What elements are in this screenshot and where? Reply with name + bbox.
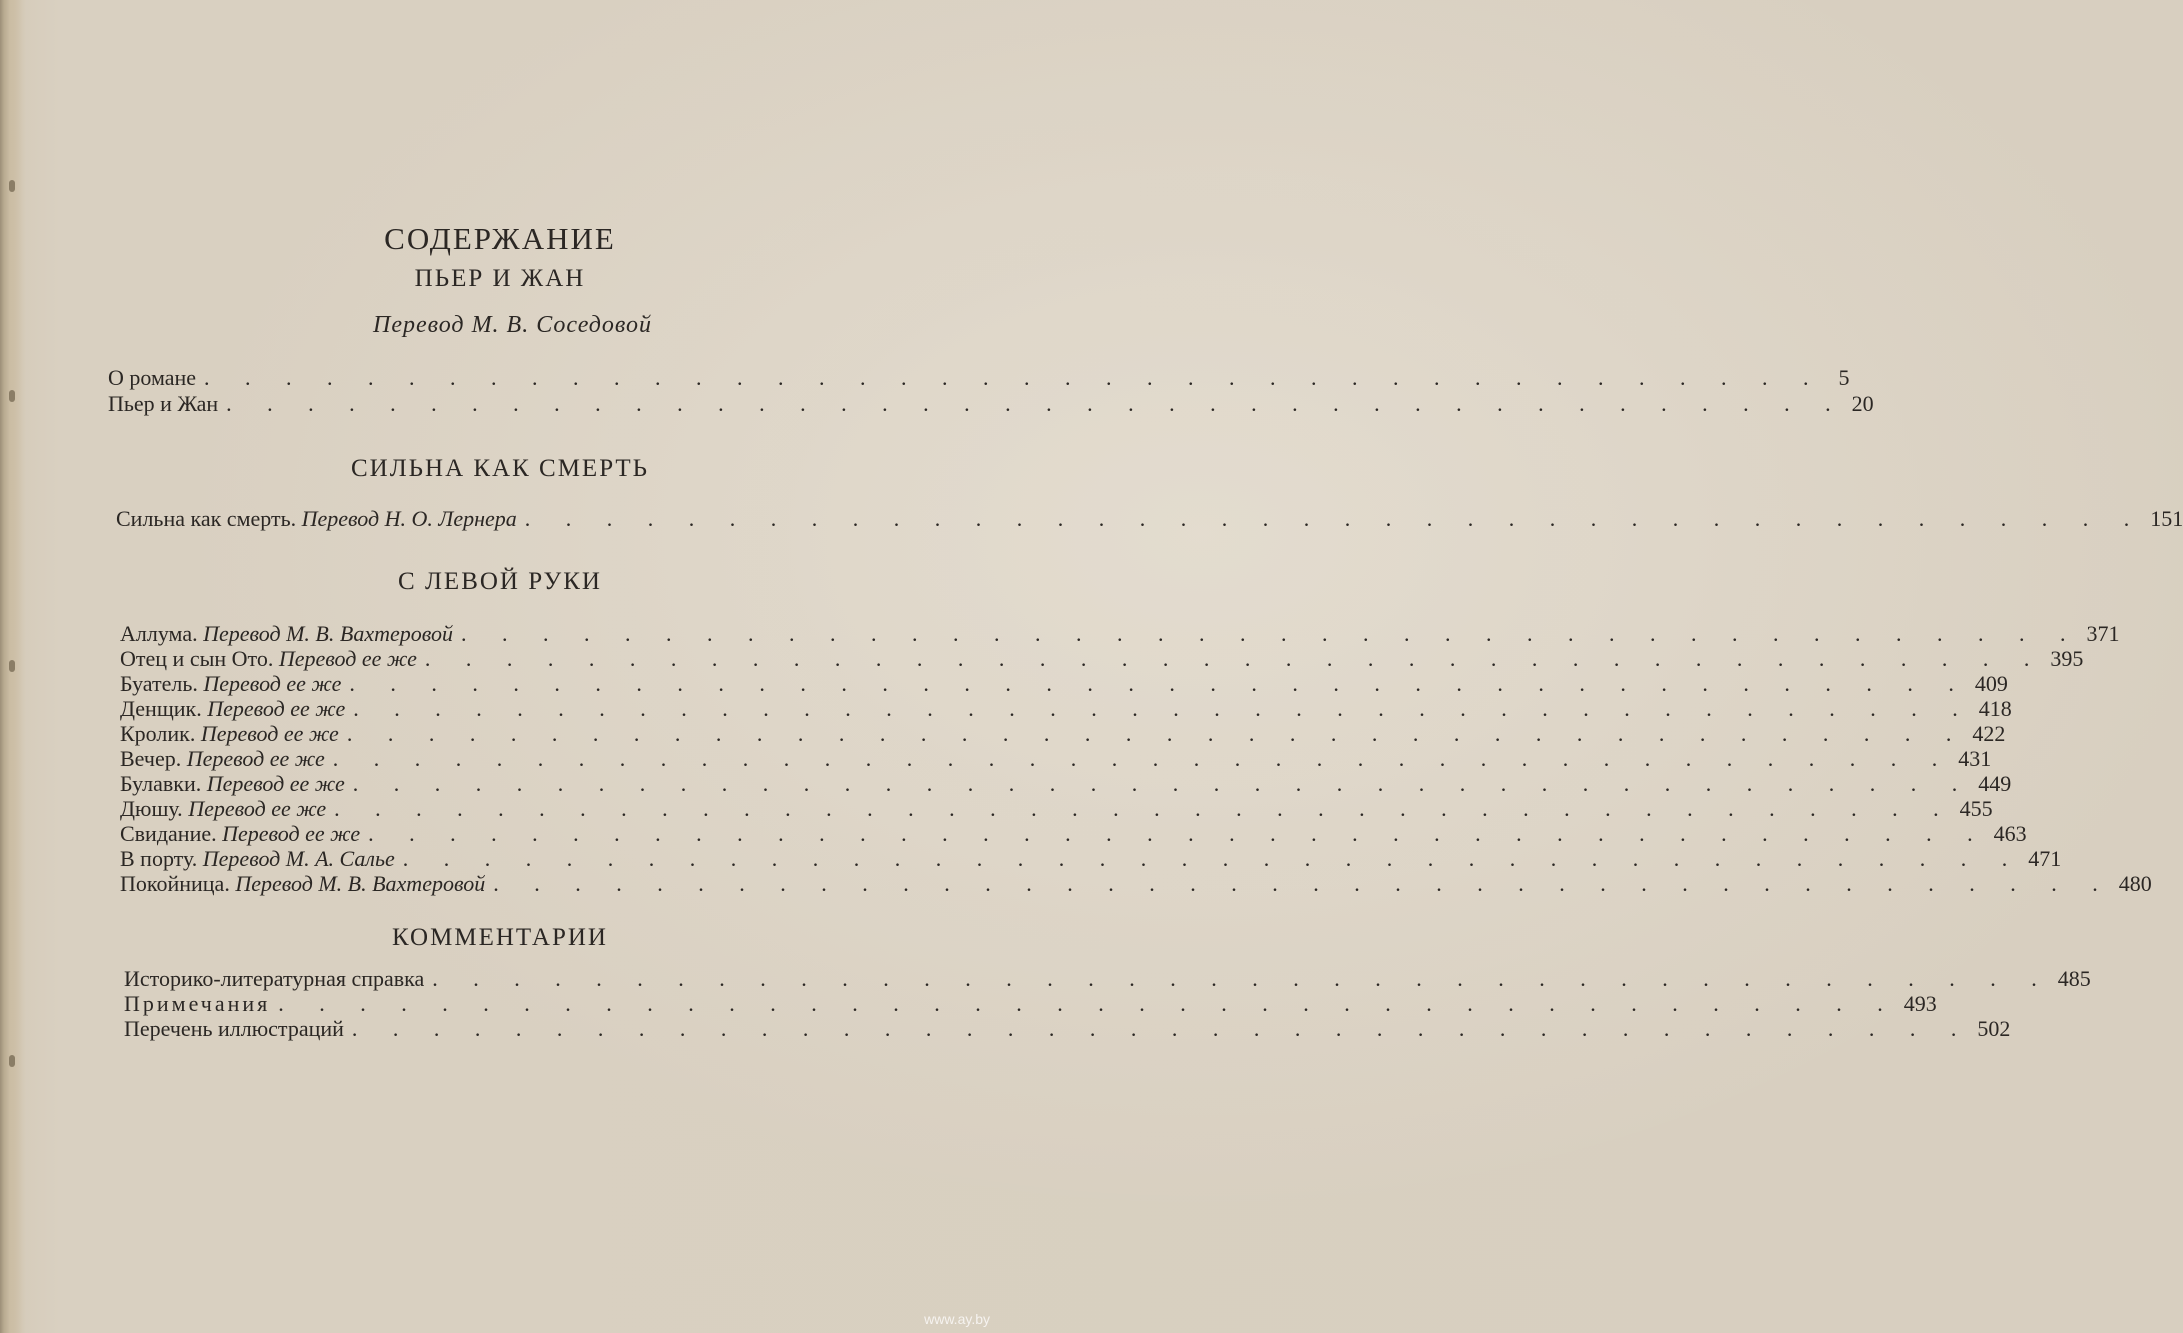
toc-entry[interactable] xyxy=(120,871,2152,897)
watermark: www.ay.by xyxy=(924,1311,990,1327)
entry-page: 471 xyxy=(2028,846,2062,871)
entry-title: Покойница. Перевод М. В. Вахтеровой xyxy=(120,871,486,896)
dot-leader: . . . . . . . . . . . . . . . . . . . . . . . . . . . . . . . . . . . . . . . . xyxy=(349,671,1969,696)
entry-title: Вечер. Перевод ее же xyxy=(120,746,325,771)
toc-entry[interactable] xyxy=(124,991,1937,1017)
dot-leader: . . . . . . . . . . . . . . . . . . . . . . . . . . . . . . . . . . . . . . . . xyxy=(493,871,2113,896)
entry-title: Отец и сын Ото. Перевод ее же xyxy=(120,646,417,671)
binding-stitch xyxy=(9,1055,15,1067)
dot-leader: . . . . . . . . . . . . . . . . . . . . . . . . . . . . . . . . . . . . . . . . xyxy=(353,696,1973,721)
contents-heading: СОДЕРЖАНИЕ xyxy=(384,220,616,256)
binding-stitch xyxy=(9,660,15,672)
dot-leader: . . . . . . . . . . . . . . . . . . . . . . . . . . . . . . . . . . . . . . . . xyxy=(432,966,2052,991)
entry-translator: Перевод М. В. Вахтеровой xyxy=(235,871,486,896)
entry-title: Булавки. Перевод ее же xyxy=(120,771,345,796)
dot-leader: . . . . . . . . . . . . . . . . . . . . . . . . . . . . . . . . . . . . . . . . xyxy=(351,1016,1972,1041)
section-title-strong-as-death: СИЛЬНА КАК СМЕРТЬ xyxy=(350,455,650,482)
entry-translator: Перевод М. В. Вахтеровой xyxy=(203,621,453,646)
entry-title: Примечания xyxy=(124,991,271,1016)
entry-translator: Перевод ее же xyxy=(278,646,417,671)
entry-translator: Перевод ее же xyxy=(200,721,339,746)
toc-entry[interactable] xyxy=(124,1016,2011,1042)
toc-entry[interactable] xyxy=(108,365,1850,391)
entry-title: Сильна как смерть. Перевод Н. О. Лернера xyxy=(116,506,517,531)
toc-entry[interactable] xyxy=(120,696,2012,722)
entry-title: Аллума. Перевод М. В. Вахтеровой xyxy=(120,621,453,646)
dot-leader: . . . . . . . . . . . . . . . . . . . . . . . . . . . . . . . . . . . . . . . . xyxy=(368,821,1988,846)
entry-translator: Перевод ее же xyxy=(203,671,342,696)
entry-title: Свидание. Перевод ее же xyxy=(120,821,361,846)
entry-page: 422 xyxy=(1972,721,2006,746)
entry-page: 493 xyxy=(1903,991,1937,1016)
toc-entry[interactable] xyxy=(120,646,2084,672)
entry-title: Буатель. Перевод ее же xyxy=(120,671,342,696)
entry-page: 5 xyxy=(1838,365,1850,390)
entry-page: 502 xyxy=(1977,1016,2011,1041)
entry-title: Пьер и Жан xyxy=(108,391,219,416)
toc-entry[interactable] xyxy=(120,621,2120,647)
binding-stitch xyxy=(9,390,15,402)
entry-translator: Перевод Н. О. Лернера xyxy=(301,506,517,531)
dot-leader: . . . . . . . . . . . . . . . . . . . . . . . . . . . . . . . . . . . . . . . . xyxy=(204,365,1824,390)
translator-credit: Перевод М. В. Соседовой xyxy=(373,312,653,338)
toc-entry[interactable] xyxy=(120,671,2008,697)
toc-entry[interactable] xyxy=(120,846,2062,872)
entry-page: 371 xyxy=(2086,621,2120,646)
entry-page: 485 xyxy=(2057,966,2091,991)
dot-leader: . . . . . . . . . . . . . . . . . . . . . . . . . . . . . . . . . . . . . . . . xyxy=(424,646,2045,671)
entry-page: 480 xyxy=(2118,871,2152,896)
entry-page: 463 xyxy=(1993,821,2027,846)
dot-leader: . . . . . . . . . . . . . . . . . . . . . . . . . . . . . . . . . . . . . . . . xyxy=(334,796,1954,821)
entry-page: 431 xyxy=(1958,746,1992,771)
entry-translator: Перевод ее же xyxy=(188,796,327,821)
dot-leader: . . . . . . . . . . . . . . . . . . . . . . . . . . . . . . . . . . . . . . . . xyxy=(402,846,2023,871)
dot-leader: . . . . . . . . . . . . . . . . . . . . . . . . . . . . . . . . . . . . . . . . xyxy=(346,721,1967,746)
toc-entry[interactable] xyxy=(108,391,1874,417)
section-title-left-hand: С ЛЕВОЙ РУКИ xyxy=(398,568,602,595)
toc-entry[interactable] xyxy=(120,796,1993,822)
dot-leader: . . . . . . . . . . . . . . . . . . . . . . . . . . . . . . . . . . . . . . . . xyxy=(461,621,2081,646)
entry-page: 151 xyxy=(2150,506,2183,531)
dot-leader: . . . . . . . . . . . . . . . . . . . . . . . . . . . . . . . . . . . . . . . . xyxy=(524,506,2145,531)
entry-page: 418 xyxy=(1978,696,2012,721)
toc-entry[interactable] xyxy=(120,821,2027,847)
section-title-commentary: КОММЕНТАРИИ xyxy=(392,924,608,951)
toc-entry[interactable] xyxy=(124,966,2091,992)
dot-leader: . . . . . . . . . . . . . . . . . . . . . . . . . . . . . . . . . . . . . . . . xyxy=(332,746,1953,771)
dot-leader: . . . . . . . . . . . . . . . . . . . . . . . . . . . . . . . . . . . . . . . . xyxy=(278,991,1898,1016)
toc-entry[interactable] xyxy=(120,721,2006,747)
entry-page: 409 xyxy=(1974,671,2008,696)
entry-title: О романе xyxy=(108,365,197,390)
entry-page: 20 xyxy=(1851,391,1874,416)
binding-stitch xyxy=(9,180,15,192)
entry-title: Кролик. Перевод ее же xyxy=(120,721,339,746)
entry-title: Денщик. Перевод ее же xyxy=(120,696,346,721)
entry-page: 395 xyxy=(2050,646,2084,671)
section-title-pierre-jean: ПЬЕР И ЖАН xyxy=(414,265,586,292)
toc-entry[interactable] xyxy=(120,771,2012,797)
entry-translator: Перевод ее же xyxy=(222,821,361,846)
toc-entry[interactable] xyxy=(120,746,1992,772)
entry-title: Историко-литературная справка xyxy=(124,966,425,991)
toc-entry[interactable] xyxy=(116,506,2183,532)
dot-leader: . . . . . . . . . . . . . . . . . . . . . . . . . . . . . . . . . . . . . . . . xyxy=(352,771,1973,796)
entry-translator: Перевод М. А. Салье xyxy=(202,846,395,871)
entry-page: 449 xyxy=(1978,771,2012,796)
entry-translator: Перевод ее же xyxy=(206,771,345,796)
entry-title: Дюшу. Перевод ее же xyxy=(120,796,327,821)
entry-title: В порту. Перевод М. А. Салье xyxy=(120,846,395,871)
entry-page: 455 xyxy=(1959,796,1993,821)
dot-leader: . . . . . . . . . . . . . . . . . . . . . . . . . . . . . . . . . . . . . . . . xyxy=(226,391,1846,416)
entry-title: Перечень иллюстраций xyxy=(124,1016,344,1041)
entry-translator: Перевод ее же xyxy=(207,696,346,721)
entry-translator: Перевод ее же xyxy=(186,746,325,771)
